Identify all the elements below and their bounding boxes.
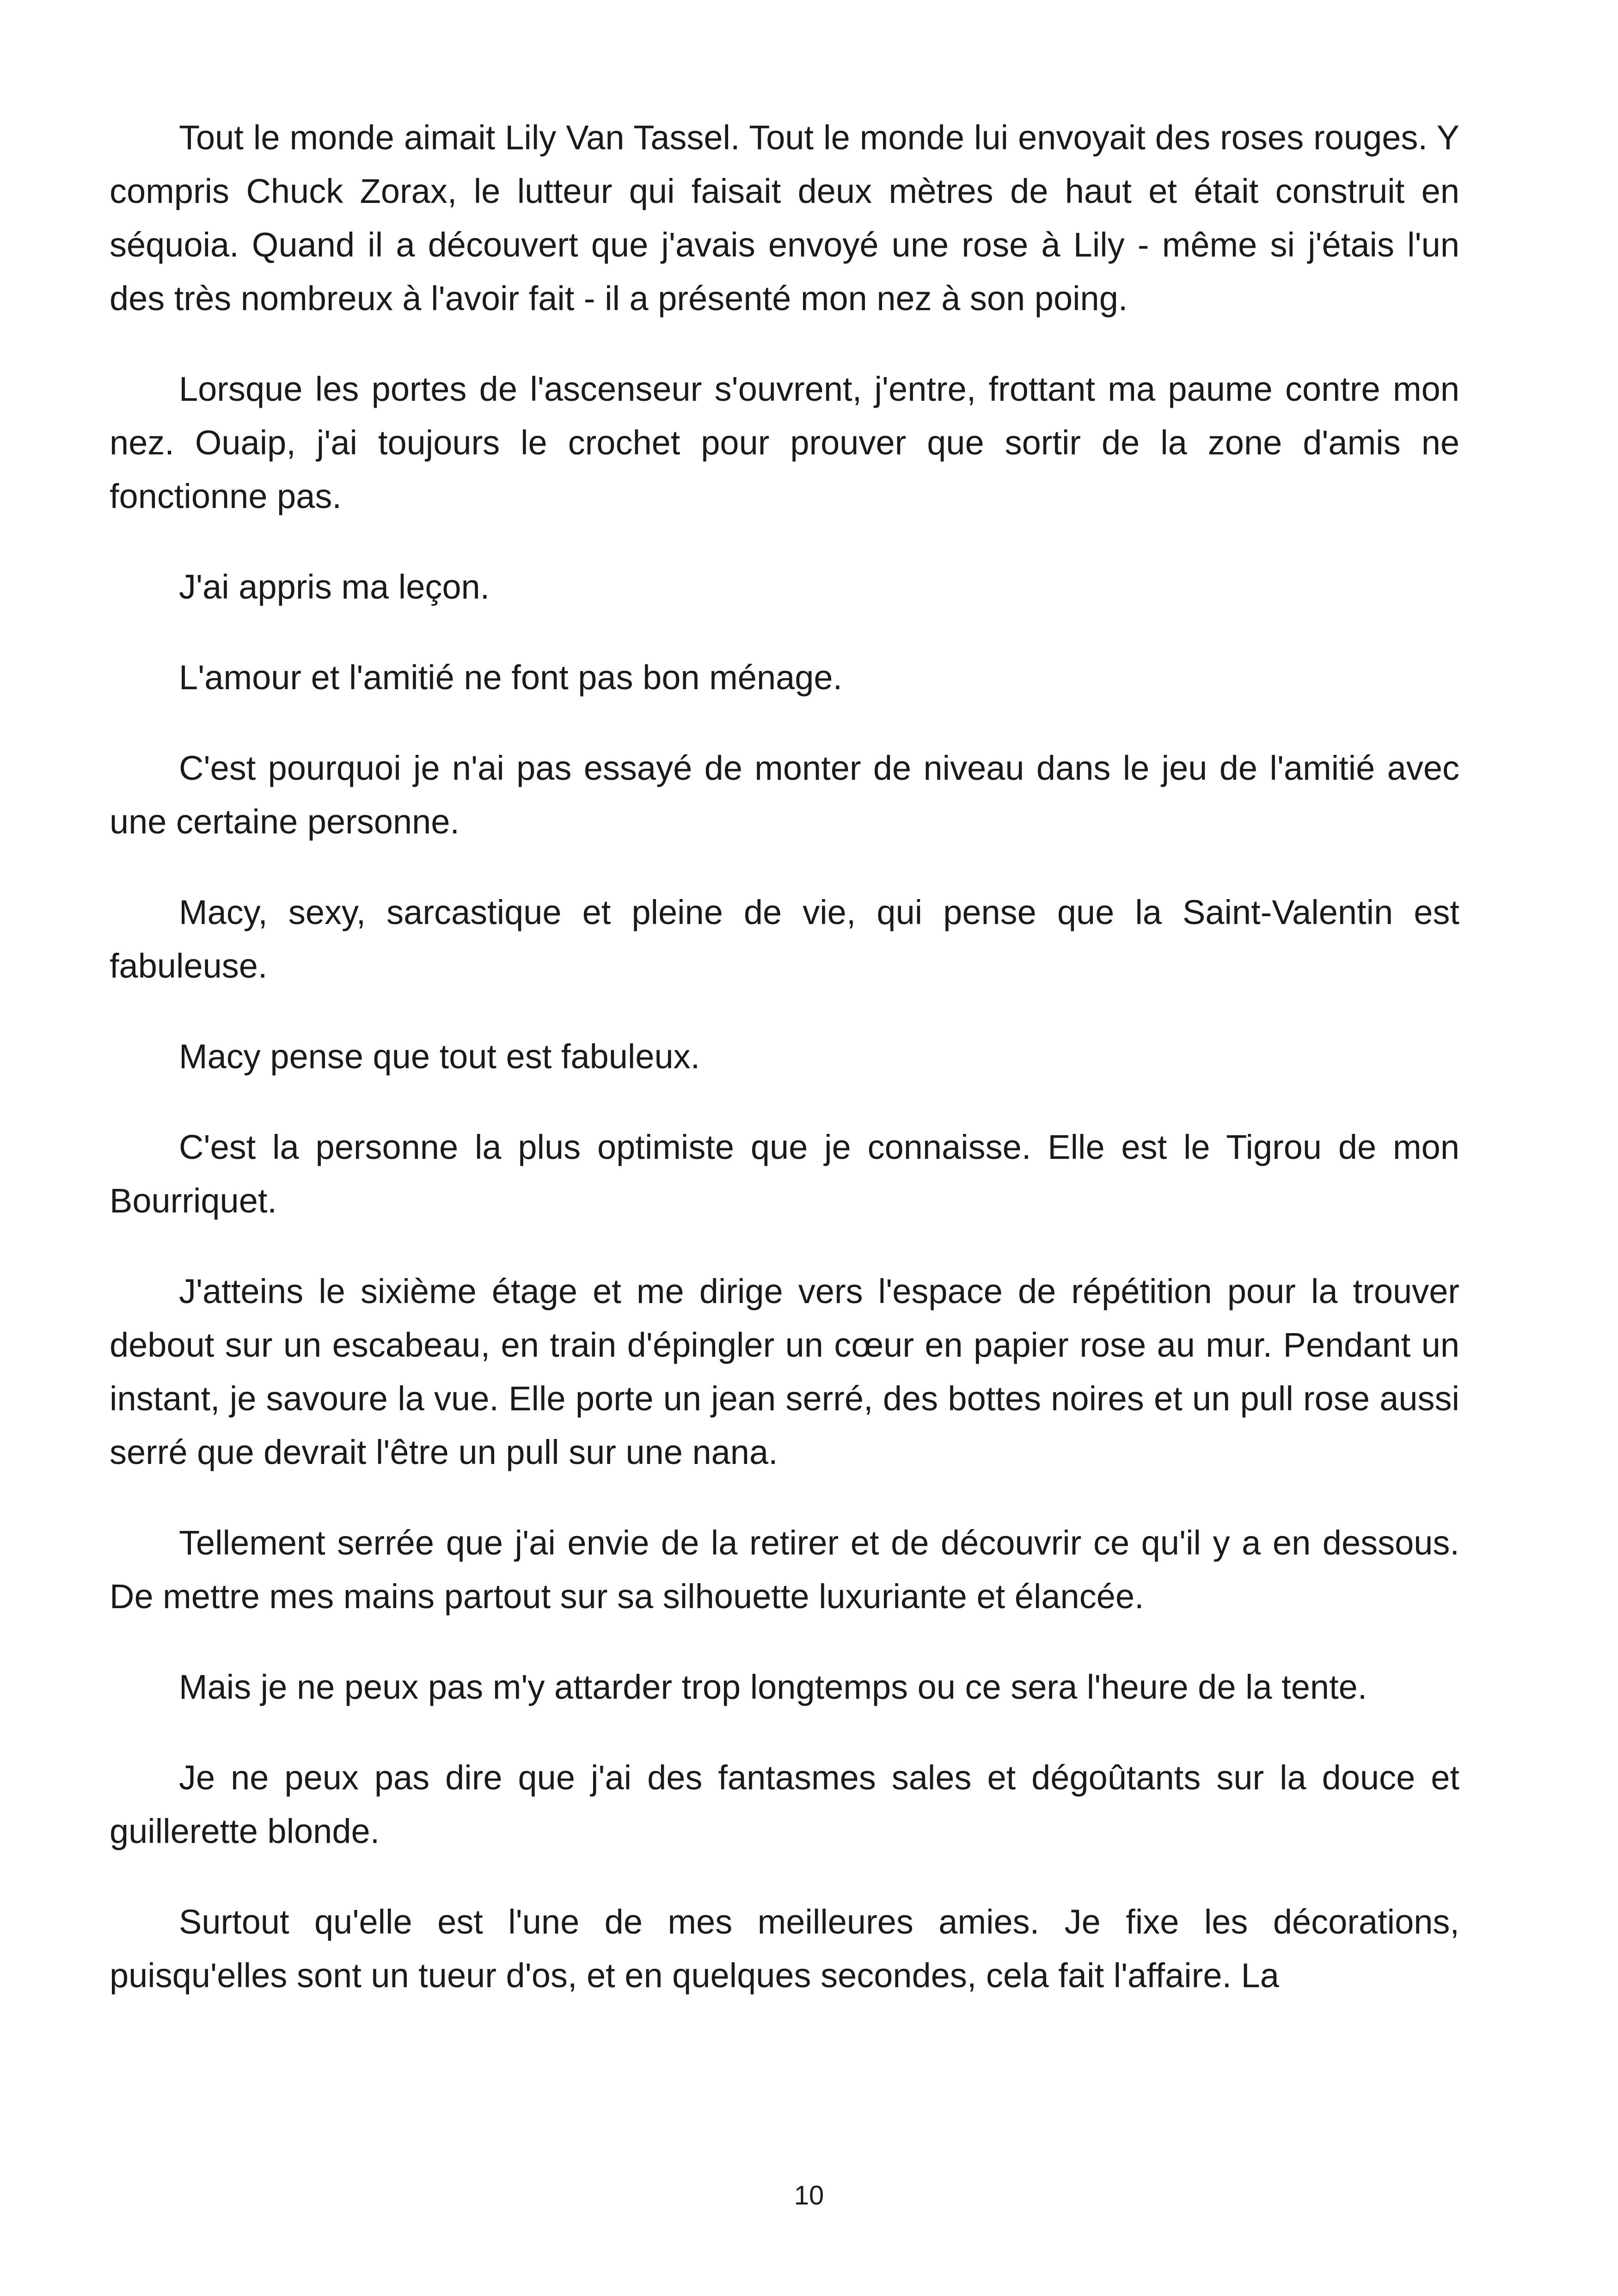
paragraph: J'ai appris ma leçon. bbox=[179, 568, 490, 606]
paragraph: Lorsque les portes de l'ascenseur s'ouvrent, j'entre, frottant ma paume contre mon nez. Ouaip, j'ai toujours le crochet pour prouver que sortir de la zone d'amis ne fonctionne pas. bbox=[110, 370, 1459, 515]
paragraph: Tout le monde aimait Lily Van Tassel. Tout le monde lui envoyait des roses rouges. Y compris Chuck Zorax, le lutteur qui faisait deux mètres de haut et était construit en séquoia. Quand il a découvert que j'avais envoyé une rose à Lily - même si j'étais l'un des très nombreux à l'avoir fait - il a présenté mon nez à son poing. bbox=[110, 118, 1459, 318]
paragraph: J'atteins le sixième étage et me dirige vers l'espace de répétition pour la trouver debout sur un escabeau, en train d'épingler un cœur en papier rose au mur. Pendant un instant, je savoure la vue. Elle porte un jean serré, des bottes noires et un pull rose aussi serré que devrait l'être un pull sur une nana. bbox=[110, 1272, 1459, 1471]
paragraph: C'est pourquoi je n'ai pas essayé de monter de niveau dans le jeu de l'amitié avec une certaine personne. bbox=[110, 749, 1459, 841]
paragraph: Surtout qu'elle est l'une de mes meilleures amies. Je fixe les décorations, puisqu'elles sont un tueur d'os, et en quelques secondes, cela fait l'affaire. La bbox=[110, 1903, 1459, 1995]
paragraph: L'amour et l'amitié ne font pas bon ménage. bbox=[179, 658, 843, 697]
paragraph: Je ne peux pas dire que j'ai des fantasmes sales et dégoûtants sur la douce et guillerette blonde. bbox=[110, 1758, 1459, 1850]
paragraph: C'est la personne la plus optimiste que je connaisse. Elle est le Tigrou de mon Bourriquet. bbox=[110, 1128, 1459, 1220]
paragraph: Tellement serrée que j'ai envie de la retirer et de découvrir ce qu'il y a en dessous. De mettre mes mains partout sur sa silhouette luxuriante et élancée. bbox=[110, 1524, 1459, 1616]
page-number: 10 bbox=[794, 2180, 824, 2210]
paragraph: Macy pense que tout est fabuleux. bbox=[179, 1037, 700, 1076]
paragraph: Mais je ne peux pas m'y attarder trop longtemps ou ce sera l'heure de la tente. bbox=[179, 1668, 1367, 1706]
body-text bbox=[110, 111, 1459, 2039]
paragraph: Macy, sexy, sarcastique et pleine de vie, qui pense que la Saint-Valentin est fabuleuse. bbox=[110, 893, 1459, 985]
